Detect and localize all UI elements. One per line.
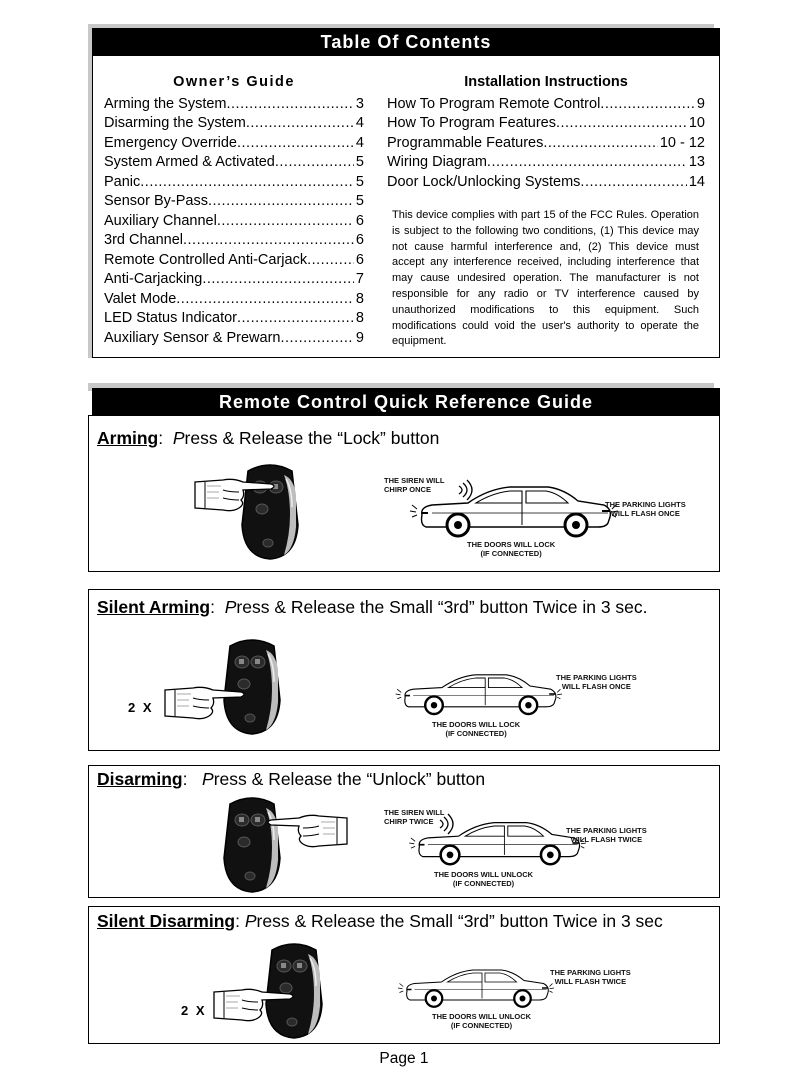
toc-leader-dots xyxy=(202,270,354,290)
sedan-car-icon xyxy=(402,670,562,718)
owners-guide-entry xyxy=(104,251,364,271)
toc-entry-page: 5 xyxy=(355,154,364,170)
toc-entry-label: Door Lock/Unlocking Systems xyxy=(387,173,581,190)
silent-arming-lights-caption: THE PARKING LIGHTS WILL FLASH ONCE xyxy=(556,673,637,691)
arming-lights-caption: THE PARKING LIGHTS WILL FLASH ONCE xyxy=(605,500,686,518)
installation-list xyxy=(387,73,705,192)
toc-entry-label: Programmable Features xyxy=(387,134,544,151)
toc-entry-label: Emergency Override xyxy=(104,134,237,151)
toc-leader-dots xyxy=(600,95,695,115)
arming-siren-caption: THE SIREN WILL CHIRP ONCE xyxy=(384,476,445,494)
toc-leader-dots xyxy=(556,114,687,134)
owners-guide-entry xyxy=(104,114,364,134)
toc-leader-dots xyxy=(543,134,658,154)
toc-entry-label: Wiring Diagram xyxy=(387,154,487,170)
toc-entry-page: 10 xyxy=(688,115,705,131)
owners-guide-entry xyxy=(104,212,364,232)
toc-entry-page: 8 xyxy=(355,310,364,326)
silent-disarming-keyword: Silent Disarming xyxy=(97,911,236,931)
toc-entry-label: Auxiliary Channel xyxy=(104,212,217,229)
toc-entry-label: Panic xyxy=(104,173,141,190)
toc-leader-dots xyxy=(580,173,686,193)
silent-disarming-count: 2 X xyxy=(181,1003,207,1018)
disarming-keyword: Disarming xyxy=(97,769,183,789)
installation-entry xyxy=(387,153,705,173)
page-number: Page 1 xyxy=(379,1050,429,1067)
toc-leader-dots xyxy=(487,153,687,173)
quickref-title: Remote Control Quick Reference Guide xyxy=(92,388,720,416)
silent-disarming-doors-caption: THE DOORS WILL UNLOCK (IF CONNECTED) xyxy=(432,1012,532,1030)
toc-title: Table Of Contents xyxy=(92,28,720,56)
installation-heading: Installation Instructions xyxy=(464,74,628,90)
fcc-notice: This device complies with part 15 of the FCC Rules. Operation is subject to the following two conditions, (1) This device may not cause harmful interference and, (2) This device must accept any interference received, including interference that may cause undesired operation. The manufacturer is not responsible for any radio or TV interference caused by unauthorized modifications to this equipment. Such modifications could void the user's authority to operate the equipment. xyxy=(392,209,699,348)
pointing-hand-icon xyxy=(193,476,279,514)
owners-guide-entry xyxy=(104,270,364,290)
pointing-hand-icon xyxy=(263,812,349,850)
silent-arming-keyword: Silent Arming xyxy=(97,597,211,617)
toc-entry-label: How To Program Remote Control xyxy=(387,95,601,112)
silent-arming-heading: Silent Arming: Press & Release the Small “3rd” button Twice in 3 sec. xyxy=(97,597,648,617)
sedan-car-icon xyxy=(404,966,554,1010)
toc-leader-dots xyxy=(237,309,354,329)
toc-entry-label: Anti-Carjacking xyxy=(104,271,203,287)
arming-heading: Arming: Press & Release the “Lock” button xyxy=(97,428,440,448)
arming-doors-caption: THE DOORS WILL LOCK (IF CONNECTED) xyxy=(467,540,556,558)
silent-disarming-lights-caption: THE PARKING LIGHTS WILL FLASH TWICE xyxy=(550,968,631,986)
owners-guide-entry xyxy=(104,329,364,349)
toc-entry-page: 3 xyxy=(355,95,364,112)
silent-disarming-heading: Silent Disarming: Press & Release the Small “3rd” button Twice in 3 sec xyxy=(97,911,663,931)
owners-guide-entry xyxy=(104,192,364,212)
toc-leader-dots xyxy=(275,153,354,173)
toc-entry-label: Remote Controlled Anti-Carjack xyxy=(104,251,308,268)
installation-entry xyxy=(387,134,705,154)
toc-leader-dots xyxy=(307,251,354,271)
installation-entry xyxy=(387,173,705,193)
owners-guide-entry xyxy=(104,153,364,173)
toc-entry-page: 14 xyxy=(688,173,705,190)
toc-entry-page: 13 xyxy=(688,154,705,170)
owners-guide-entry xyxy=(104,231,364,251)
owners-guide-list xyxy=(104,73,364,348)
toc-entry-label: LED Status Indicator xyxy=(104,310,237,326)
toc-leader-dots xyxy=(281,329,354,349)
toc-entry-label: Valet Mode xyxy=(104,290,177,307)
owners-guide-entry xyxy=(104,95,364,115)
toc-entry-label: Disarming the System xyxy=(104,115,246,131)
toc-leader-dots xyxy=(183,231,354,251)
owners-guide-entry xyxy=(104,173,364,193)
silent-arming-doors-caption: THE DOORS WILL LOCK (IF CONNECTED) xyxy=(432,720,521,738)
toc-entry-page: 4 xyxy=(355,134,364,151)
toc-entry-page: 10 - 12 xyxy=(659,134,705,151)
disarming-siren-caption: THE SIREN WILL CHIRP TWICE xyxy=(384,808,445,826)
toc-entry-page: 6 xyxy=(355,212,364,229)
toc-leader-dots xyxy=(176,290,354,310)
toc-entry-page: 6 xyxy=(355,232,364,248)
pointing-hand-icon xyxy=(212,986,298,1024)
disarming-lights-caption: THE PARKING LIGHTS WILL FLASH TWICE xyxy=(566,826,647,844)
installation-entry xyxy=(387,95,705,115)
toc-entry-page: 9 xyxy=(696,95,705,112)
pointing-hand-icon xyxy=(163,684,249,722)
toc-leader-dots xyxy=(227,95,354,115)
sedan-car-icon xyxy=(418,483,618,539)
owners-guide-heading: Owner’s Guide xyxy=(173,74,295,90)
toc-entry-label: Auxiliary Sensor & Prewarn xyxy=(104,329,281,346)
toc-entry-page: 6 xyxy=(355,251,364,268)
toc-entry-page: 9 xyxy=(355,329,364,346)
toc-entry-label: How To Program Features xyxy=(387,115,556,131)
siren-icon xyxy=(459,486,479,506)
owners-guide-entry xyxy=(104,290,364,310)
installation-entry xyxy=(387,114,705,134)
toc-entry-label: Arming the System xyxy=(104,95,227,112)
disarming-heading: Disarming: Press & Release the “Unlock” button xyxy=(97,769,486,789)
disarming-doors-caption: THE DOORS WILL UNLOCK (IF CONNECTED) xyxy=(434,870,534,888)
toc-leader-dots xyxy=(140,173,354,193)
toc-leader-dots xyxy=(208,192,354,212)
owners-guide-entry xyxy=(104,309,364,329)
toc-leader-dots xyxy=(237,134,354,154)
toc-entry-page: 5 xyxy=(355,173,364,190)
toc-entry-label: System Armed & Activated xyxy=(104,154,275,170)
toc-leader-dots xyxy=(217,212,354,232)
toc-entry-page: 8 xyxy=(355,290,364,307)
toc-entry-page: 7 xyxy=(355,271,364,287)
toc-entry-page: 5 xyxy=(355,193,364,209)
toc-entry-page: 4 xyxy=(355,115,364,131)
toc-leader-dots xyxy=(246,114,354,134)
toc-entry-label: 3rd Channel xyxy=(104,232,183,248)
toc-entry-label: Sensor By-Pass xyxy=(104,193,208,209)
arming-keyword: Arming xyxy=(97,428,159,448)
silent-arming-count: 2 X xyxy=(128,700,154,715)
owners-guide-entry xyxy=(104,134,364,154)
